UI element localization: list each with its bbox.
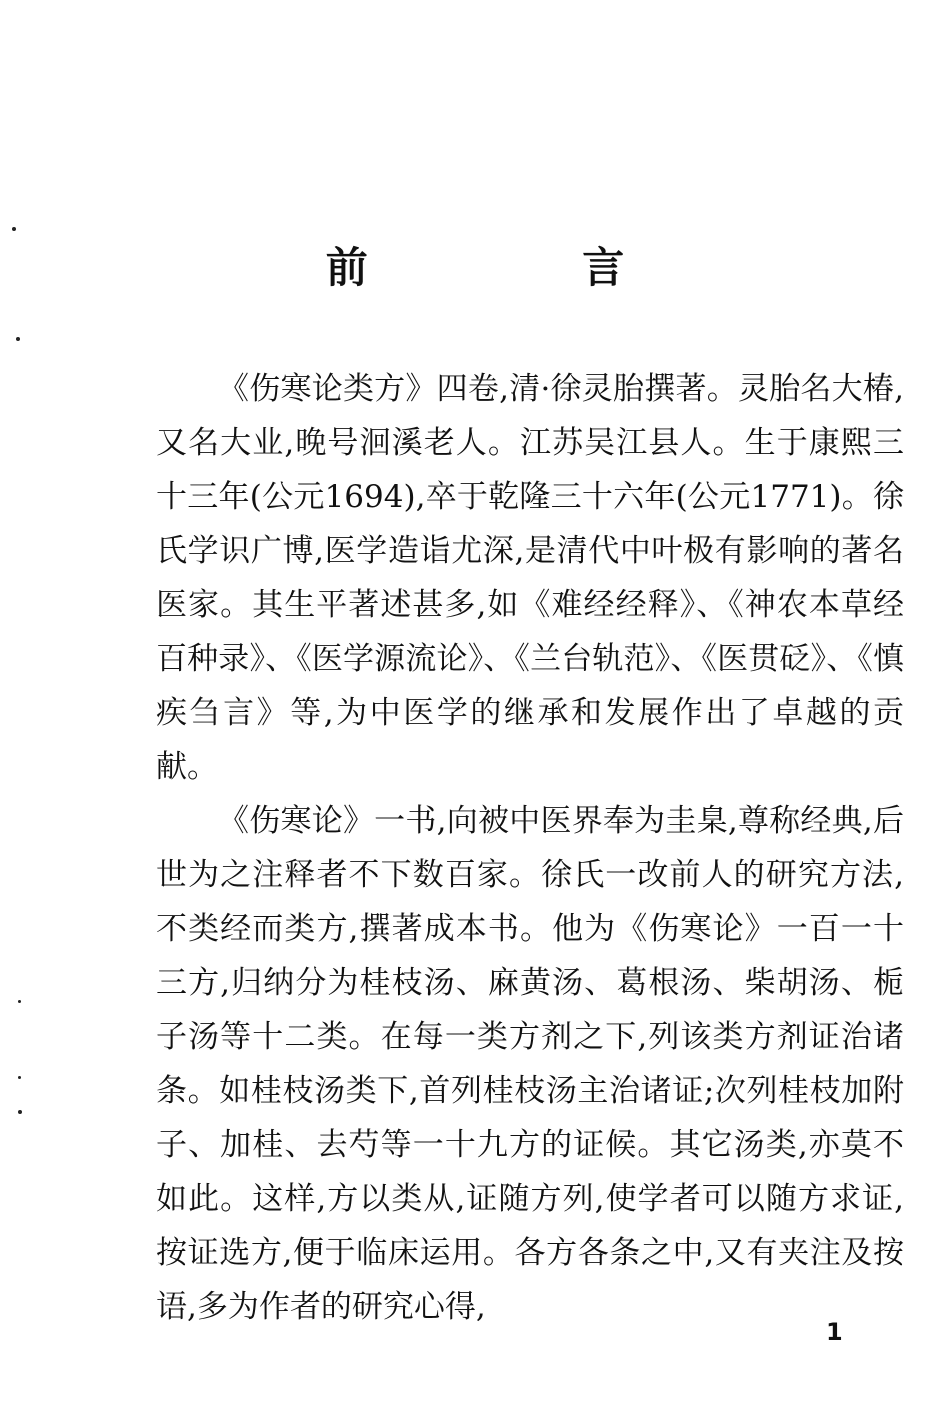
scan-speck (18, 1110, 22, 1114)
page-title: 前 言 (325, 243, 725, 292)
scan-speck (18, 1076, 21, 1079)
scan-speck (16, 337, 20, 341)
preface-body (156, 362, 904, 1334)
page-number: 1 (826, 1318, 843, 1346)
scan-speck (18, 1000, 21, 1003)
paragraph: 《伤寒论》一书,向被中医界奉为圭臬,尊称经典,后世为之注释者不下数百家。徐氏一改前人的研究方法,不类经而类方,撰著成本书。他为《伤寒论》一百一十三方,归纳分为桂枝汤、麻黄汤、葛根汤、柴胡汤、栀子汤等十二类。在每一类方剂之下,列该类方剂证治诸条。如桂枝汤类下,首列桂枝汤主治诸证;次列桂枝加附子、加桂、去芍等一十九方的证候。其它汤类,亦莫不如此。这样,方以类从,证随方列,使学者可以随方求证,按证选方,便于临床运用。各方各条之中,又有夹注及按语,多为作者的研究心得, (156, 803, 904, 1325)
paragraph: 《伤寒论类方》四卷,清·徐灵胎撰著。灵胎名大椿,又名大业,晚号洄溪老人。江苏吴江县人。生于康熙三十三年(公元1694),卒于乾隆三十六年(公元1771)。徐氏学识广博,医学造诣尤深,是清代中叶极有影响的著名医家。其生平著述甚多,如《难经经释》、《神农本草经百种录》、《医学源流论》、《兰台轨范》、《医贯砭》、《慎疾刍言》等,为中医学的继承和发展作出了卓越的贡献。 (156, 371, 904, 785)
scan-speck (12, 227, 16, 231)
